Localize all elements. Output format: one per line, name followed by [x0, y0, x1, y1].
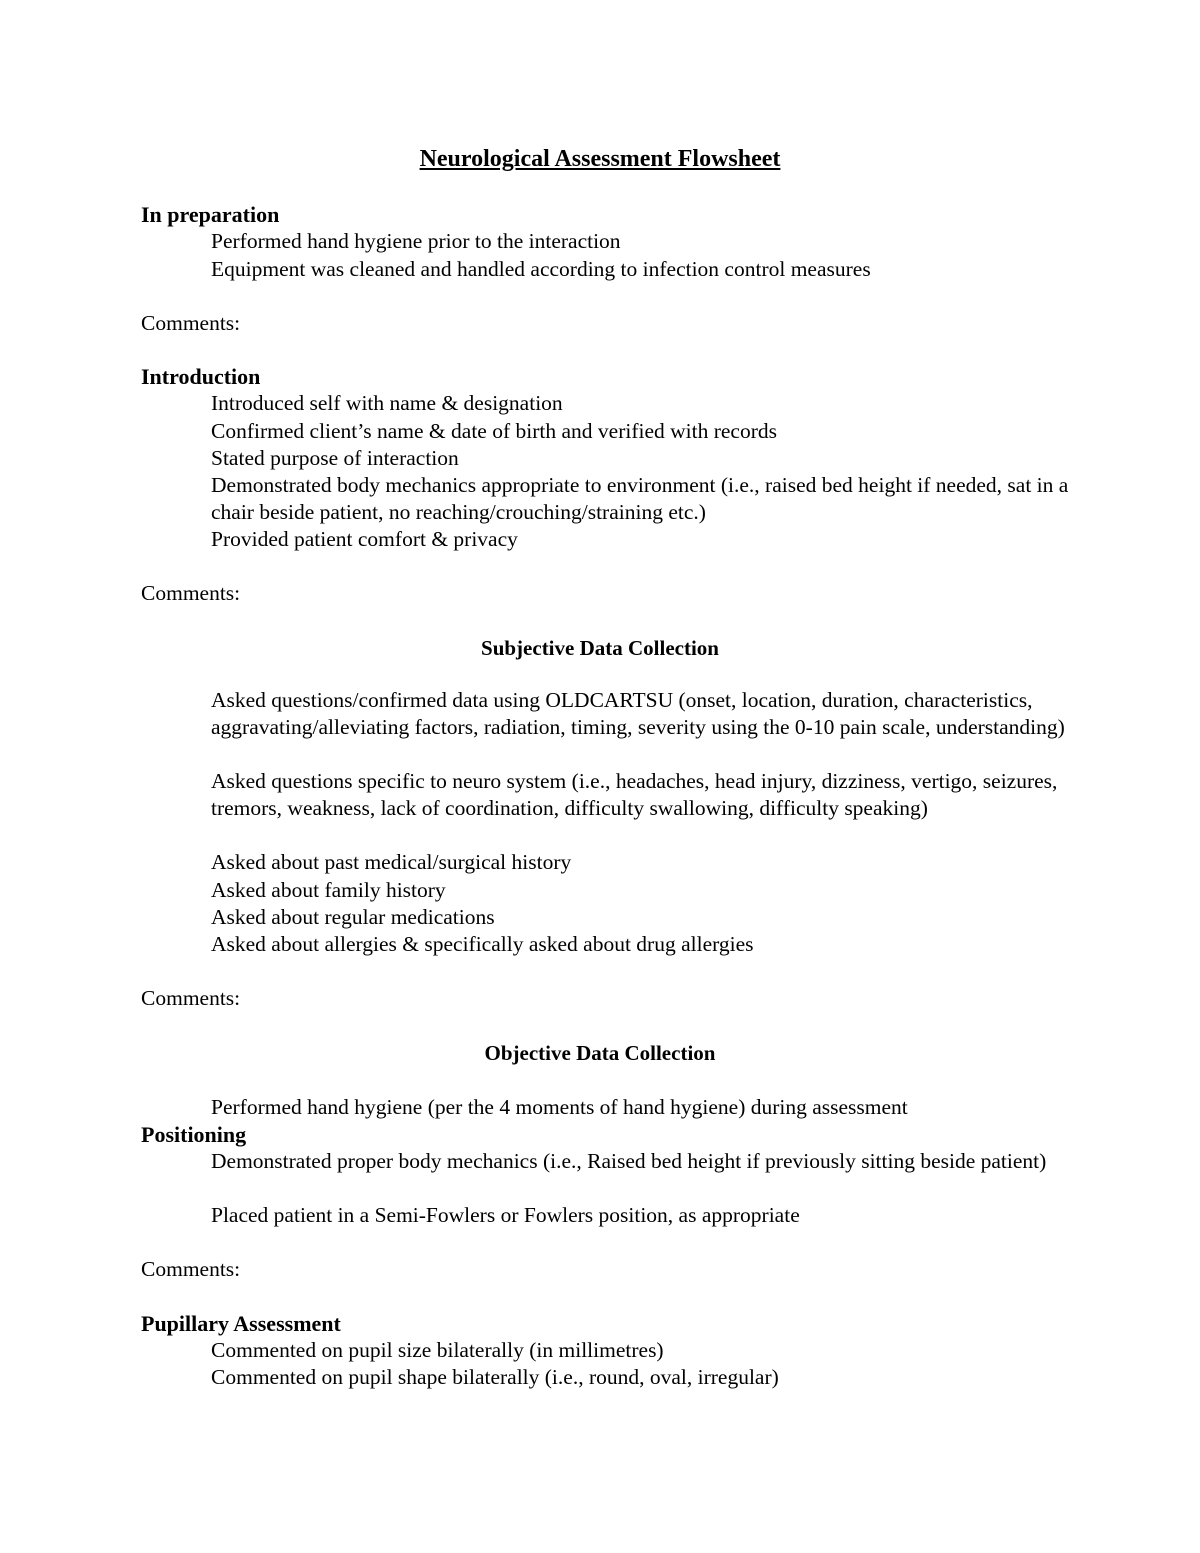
list-item: Stated purpose of interaction — [211, 446, 459, 470]
section-heading-preparation: In preparation — [141, 202, 280, 227]
list-item: Demonstrated body mechanics appropriate to environment (i.e., raised bed height if needed, sat in a chair beside patient, no reaching/crouching/straining etc.) — [211, 473, 1069, 524]
list-item: Provided patient comfort & privacy — [211, 527, 518, 551]
list-item: Introduced self with name & designation — [211, 391, 563, 415]
list-item: Asked about regular medications — [211, 905, 495, 929]
list-item: Performed hand hygiene prior to the interaction — [211, 229, 621, 253]
section-heading-subjective: Subjective Data Collection — [481, 636, 719, 660]
list-item: Asked about past medical/surgical history — [211, 850, 572, 874]
list-item: Asked about family history — [211, 878, 446, 902]
comments-label: Comments: — [141, 581, 241, 605]
list-item: Performed hand hygiene (per the 4 moments of hand hygiene) during assessment — [211, 1095, 908, 1119]
list-item: Placed patient in a Semi-Fowlers or Fowlers position, as appropriate — [211, 1203, 800, 1227]
list-item: Asked about allergies & specifically asked about drug allergies — [211, 932, 754, 956]
list-item: Asked questions specific to neuro system (i.e., headaches, head injury, dizziness, vertigo, seizures, tremors, weakness, lack of coordination, difficulty swallowing, difficulty speaking) — [211, 769, 1058, 820]
page-title: Neurological Assessment Flowsheet — [419, 146, 781, 172]
section-heading-pupillary: Pupillary Assessment — [141, 1311, 341, 1336]
list-item: Commented on pupil size bilaterally (in millimetres) — [211, 1338, 664, 1362]
section-heading-introduction: Introduction — [141, 364, 261, 389]
section-heading-positioning: Positioning — [141, 1122, 247, 1147]
list-item: Equipment was cleaned and handled according to infection control measures — [211, 257, 871, 281]
list-item: Confirmed client’s name & date of birth and verified with records — [211, 419, 777, 443]
list-item: Demonstrated proper body mechanics (i.e., Raised bed height if previously sitting beside patient) — [211, 1149, 1047, 1173]
section-heading-objective: Objective Data Collection — [484, 1041, 716, 1065]
comments-label: Comments: — [141, 311, 241, 335]
list-item: Commented on pupil shape bilaterally (i.e., round, oval, irregular) — [211, 1365, 779, 1389]
comments-label: Comments: — [141, 986, 241, 1010]
comments-label: Comments: — [141, 1257, 241, 1281]
list-item: Asked questions/confirmed data using OLDCARTSU (onset, location, duration, characteristics, aggravating/alleviating factors, radiation, timing, severity using the 0-10 pain scale, understanding) — [211, 688, 1065, 739]
